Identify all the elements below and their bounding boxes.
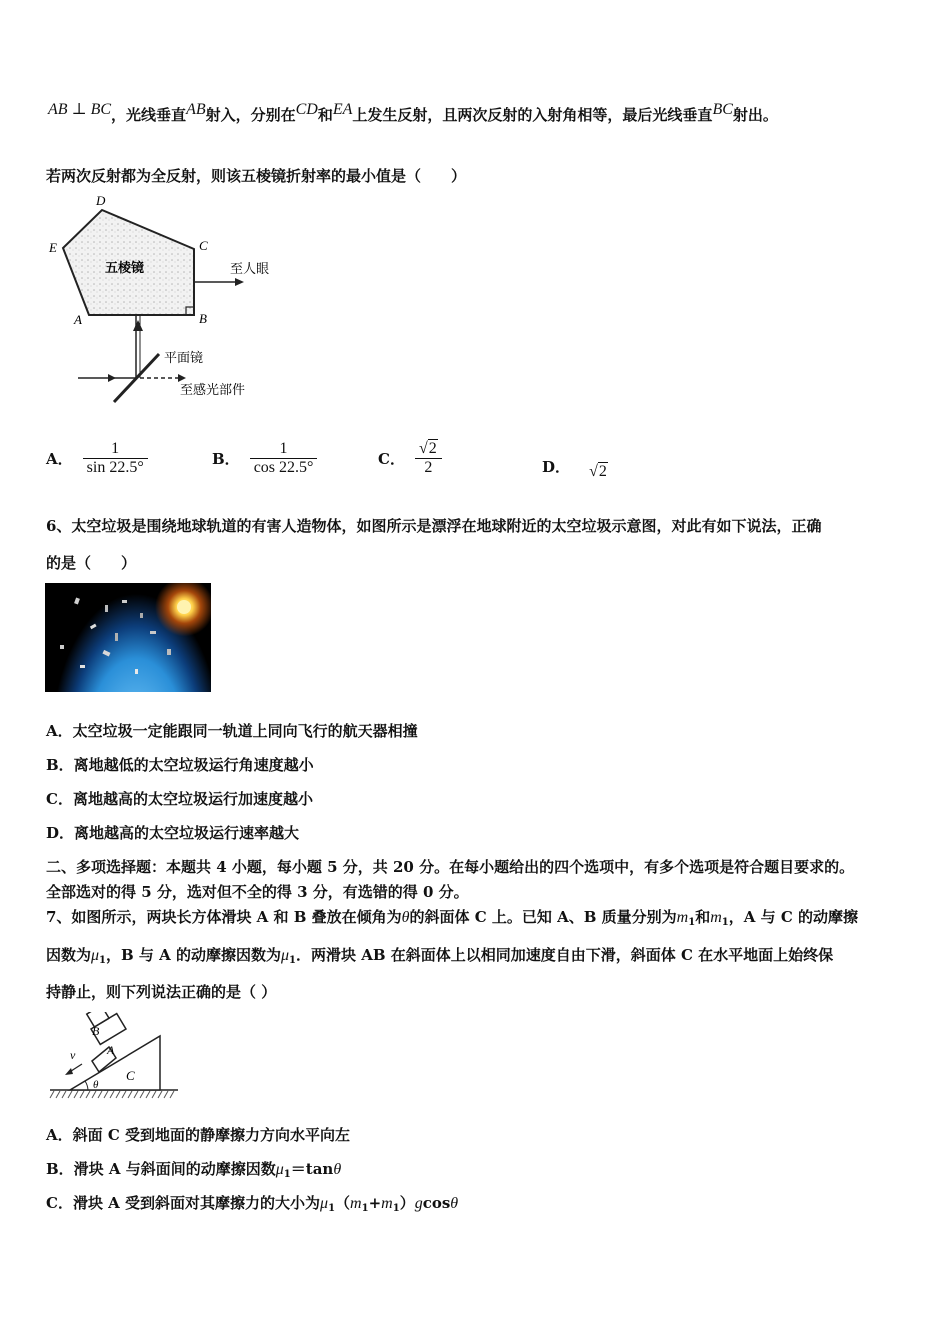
arrow-right-icon-2 (178, 374, 186, 382)
arrow-up-icon (133, 320, 143, 331)
sqrt: √2 (418, 439, 437, 457)
subscript: 1 (289, 955, 296, 966)
denominator: 2 (415, 458, 442, 477)
subscript: 1 (361, 1203, 369, 1214)
text: ） (399, 1194, 415, 1212)
math-m: m (676, 909, 689, 926)
section2-heading-line1: 二、多项选择题：本题共 4 小题，每小题 5 分，共 20 分。在每小题给出的四个选项中，有多个选项是符合题目要求的。 (46, 858, 855, 876)
math-mu: μ (275, 1161, 284, 1178)
text: ，A 与 C 的动摩擦 (728, 908, 858, 926)
arrow-icon (235, 278, 244, 286)
debris (167, 649, 171, 655)
q7-option-b (46, 1158, 341, 1180)
q6-stem-line1: 6、太空垃圾是围绕地球轨道的有害人造物体，如图所示是漂浮在地球附近的太空垃圾示意图，对此有如下说法，正确 (46, 517, 822, 535)
math-theta: θ (450, 1195, 459, 1212)
q6-stem-line2: 的是（ ） (46, 554, 137, 572)
subscript: 1 (721, 917, 729, 928)
fraction (415, 440, 442, 477)
text: ．两滑块 AB 在斜面体上以相同加速度自由下滑，斜面体 C 在水平地面上始终保 (296, 946, 834, 964)
vertex-d: D (96, 193, 106, 208)
text: + (368, 1194, 382, 1212)
arrow-icon (65, 1068, 73, 1075)
text: 和 (695, 908, 711, 926)
math-theta: θ (333, 1161, 342, 1178)
math-mu: μ (320, 1195, 329, 1212)
eye-label: 至人眼 (230, 262, 270, 277)
radicand: 2 (428, 439, 437, 457)
subscript: 1 (688, 917, 696, 928)
debris (150, 631, 156, 634)
text: B．滑块 A 与斜面间的动摩擦因数 (46, 1160, 276, 1178)
text: 7、如图所示，两块长方体滑块 A 和 B 叠放在倾角为 (46, 908, 402, 926)
subscript: 1 (283, 1169, 291, 1180)
vertex-a: A (74, 312, 82, 327)
debris (140, 613, 143, 618)
block-a-group (83, 1012, 126, 1044)
math-cd: CD (295, 101, 318, 118)
q7-option-a: A．斜面 C 受到地面的静摩擦力方向水平向左 (46, 1126, 351, 1144)
q6-option-d: D．离地越高的太空垃圾运行速率越大 (46, 824, 300, 842)
text: ＝tan (290, 1160, 334, 1178)
mirror-label: 平面镜 (164, 351, 204, 366)
q6-option-b: B．离地越低的太空垃圾运行角速度越小 (46, 756, 314, 774)
math-theta: θ (401, 909, 410, 926)
math-mu: μ (281, 947, 290, 964)
label-b: B (92, 1024, 100, 1038)
math-mu: μ (91, 947, 100, 964)
q5-option-a (46, 432, 148, 484)
math-ab-perp-bc: AB ⊥ BC (48, 101, 112, 118)
sensor-label: 至感光部件 (180, 383, 246, 398)
option-label: C． (378, 449, 405, 468)
vertex-b: B (199, 311, 207, 326)
vertex-e: E (49, 240, 57, 255)
text: 和 (317, 106, 333, 124)
ground-hatch (50, 1091, 174, 1098)
vertex-c: C (199, 238, 208, 253)
debris (74, 597, 80, 604)
option-label: A． (46, 449, 73, 468)
debris (105, 605, 108, 612)
debris (102, 650, 110, 657)
q5-stem-line1 (48, 101, 778, 125)
q7-option-c (46, 1192, 458, 1214)
pentaprism-figure (44, 192, 284, 408)
debris (135, 669, 138, 674)
q5-option-d (542, 456, 608, 480)
text: 因数为 (46, 946, 92, 964)
label-c: C (126, 1068, 135, 1083)
numerator: 1 (279, 439, 288, 457)
option-label: D． (542, 458, 571, 476)
fraction (250, 440, 318, 477)
label-theta: θ (93, 1079, 99, 1091)
debris (122, 600, 127, 603)
math-g: g (414, 1195, 423, 1212)
q5-option-c (378, 430, 442, 486)
math-bc: BC (712, 101, 733, 118)
subscript: 1 (392, 1203, 400, 1214)
debris (115, 633, 118, 641)
q7-stem-line3: 持静止，则下列说法正确的是（ ） (46, 983, 277, 1001)
sun (177, 600, 191, 614)
debris (80, 665, 85, 668)
text: ，B 与 A 的动摩擦因数为 (106, 946, 281, 964)
debris (90, 624, 97, 630)
numerator: 1 (111, 439, 120, 457)
section2-heading-line2: 全部选对的得 5 分，选对但不全的得 3 分，有选错的得 0 分。 (46, 883, 469, 901)
radicand: 2 (598, 463, 607, 480)
prism-label: 五棱镜 (105, 261, 145, 276)
incline-figure (48, 1012, 183, 1104)
math-m: m (710, 909, 722, 926)
math-m: m (381, 1195, 393, 1212)
q5-option-b (212, 432, 317, 484)
label-v: v (70, 1048, 76, 1062)
sqrt: √2 (589, 463, 607, 480)
incline-c (70, 1036, 160, 1090)
q6-option-a: A．太空垃圾一定能跟同一轨道上同向飞行的航天器相撞 (46, 722, 418, 740)
math-ab: AB (186, 101, 206, 118)
subscript: 1 (99, 955, 107, 966)
text: cos (422, 1194, 451, 1212)
text: ，光线垂直 (111, 106, 187, 124)
text: 射入，分别在 (205, 106, 296, 124)
text: 射出。 (732, 106, 778, 124)
q6-option-c: C．离地越高的太空垃圾运行加速度越小 (46, 790, 313, 808)
arrow-right-icon (108, 374, 116, 382)
text: C．滑块 A 受到斜面对其摩擦力的大小为 (46, 1194, 321, 1212)
space-debris-image (45, 583, 211, 692)
fraction (83, 440, 148, 477)
text: 上发生反射，且两次反射的入射角相等，最后光线垂直 (352, 106, 713, 124)
q5-stem-line2: 若两次反射都为全反射，则该五棱镜折射率的最小值是（ ） (46, 167, 467, 185)
text: 的斜面体 C 上。已知 A、B 质量分别为 (409, 908, 677, 926)
denominator: sin 22.5° (83, 458, 148, 477)
label-a: A (107, 1043, 115, 1057)
q7-stem-line2 (46, 944, 833, 966)
option-label: B． (212, 449, 240, 468)
math-ea: EA (332, 101, 353, 118)
denominator: cos 22.5° (250, 458, 318, 477)
debris (60, 645, 64, 649)
subscript: 1 (328, 1203, 336, 1214)
math-m: m (350, 1195, 362, 1212)
text: （ (335, 1194, 351, 1212)
debris-overlay (45, 583, 211, 692)
numerator (415, 440, 442, 458)
q7-stem-line1 (46, 906, 858, 928)
